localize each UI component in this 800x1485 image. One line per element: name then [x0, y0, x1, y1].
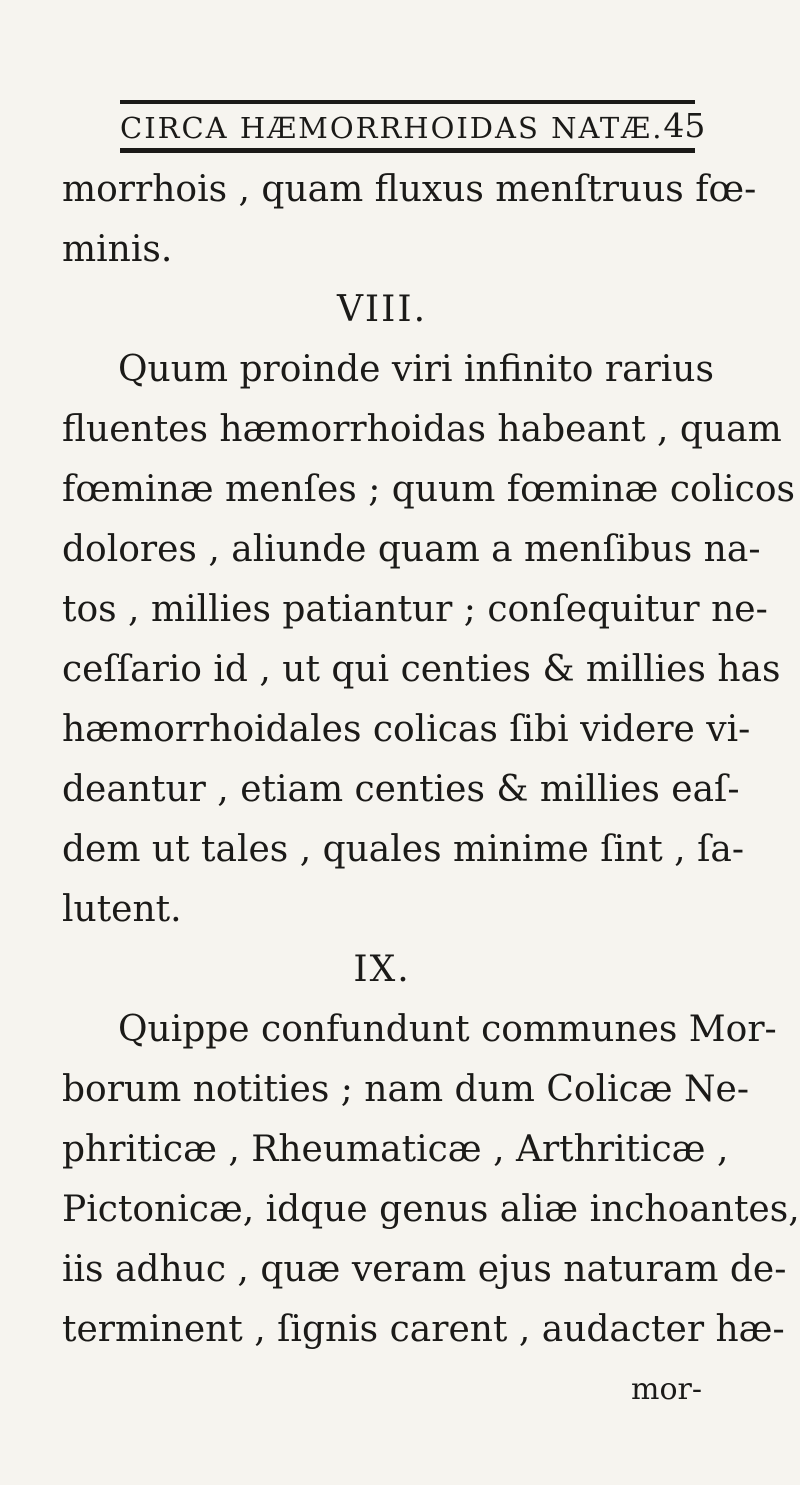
text-line: hæmorrhoidales colicas ſibi videre vi- [62, 709, 751, 750]
page-number: 45 [663, 106, 706, 145]
text-line: phriticæ , Rheumaticæ , Arthriticæ , [62, 1129, 729, 1170]
text-line: fluentes hæmorrhoidas habeant , quam [62, 409, 782, 450]
running-title: CIRCA HÆMORRHOIDAS NATÆ. [120, 111, 664, 145]
text-line: ceſſario id , ut qui centies & millies has [62, 649, 781, 690]
running-header [120, 103, 706, 145]
text-line: Quippe confundunt communes Mor- [118, 1009, 777, 1050]
text-line: minis. [62, 229, 173, 270]
section-number: IX. [353, 949, 411, 990]
text-line: terminent , ſignis carent , audacter hæ- [62, 1309, 785, 1350]
text-line: morrhois , quam fluxus menſtruus fœ- [62, 169, 757, 210]
section-number: VIII. [336, 289, 428, 330]
text-line: dem ut tales , quales minime ſint , ſa- [62, 829, 745, 870]
text-line: dolores , aliunde quam a menſibus na- [62, 529, 761, 570]
text-line: tos , millies patiantur ; conſequitur ne- [62, 589, 768, 630]
header-rule-bottom [120, 148, 695, 153]
text-line: lutent. [62, 889, 182, 930]
text-line: Pictonicæ, idque genus aliæ inchoantes, [62, 1189, 800, 1230]
text-line: iis adhuc , quæ veram ejus naturam de- [62, 1249, 787, 1290]
text-line: Quum proinde viri infinito rarius [118, 349, 714, 390]
text-line: deantur , etiam centies & millies eaſ- [62, 769, 740, 810]
text-line: borum notities ; nam dum Colicæ Ne- [62, 1069, 750, 1110]
catchword: mor- [631, 1372, 702, 1407]
text-line: fœminæ menſes ; quum fœminæ colicos [62, 469, 795, 510]
